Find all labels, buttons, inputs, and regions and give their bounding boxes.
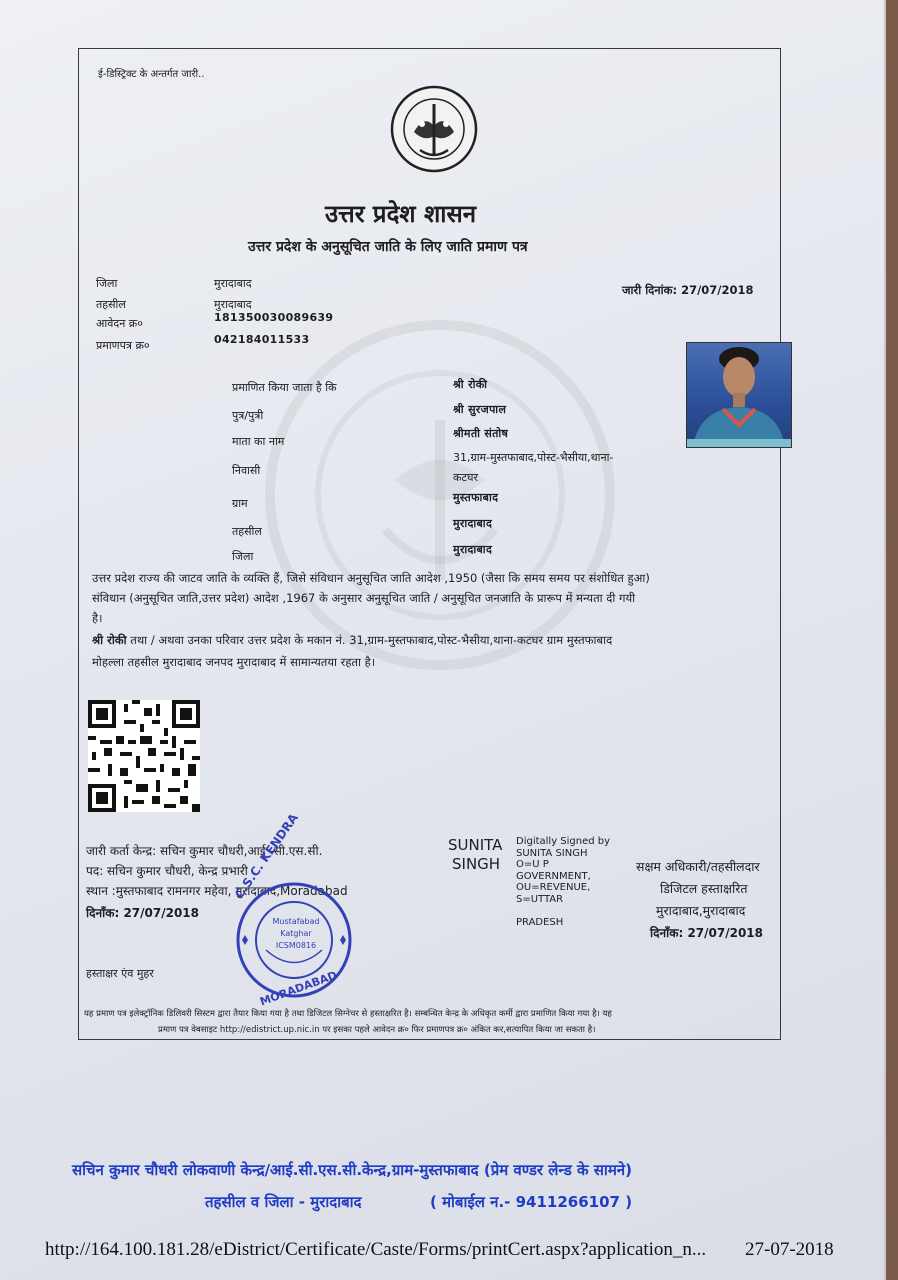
detail-label-resident: निवासी: [232, 464, 261, 477]
detail-label-village: ग्राम: [232, 497, 248, 510]
detail-label-son-daughter: पुत्र/पुत्री: [232, 409, 264, 422]
detail-value-name: श्री रोकी: [453, 378, 488, 391]
detail-value-mother: श्रीमती संतोष: [453, 427, 509, 440]
body-paragraph-line-1: उत्तर प्रदेश राज्य की जाटव जाति के व्यक्ति हैं, जिसे संविधान अनुसूचित जाति आदेश ,1950 (जैसा कि समय समय पर संशोधित हुआ): [92, 571, 650, 585]
stamp-ring-bottom: MORADABAD: [258, 968, 339, 1009]
body-paragraph-line-3: है।: [92, 611, 103, 625]
body-paragraph-2-line-1: [92, 630, 612, 651]
page-title: उत्तर प्रदेश शासन: [325, 200, 477, 228]
print-date: 27-07-2018: [745, 1239, 834, 1260]
qr-code-icon: [88, 700, 200, 812]
signature-seal-label: हस्ताक्षर एंव मुहर: [86, 967, 154, 980]
detail-value-tehsil: मुरादाबाद: [453, 517, 493, 530]
issuer-place: स्थान :मुस्तफाबाद रामनगर महेवा, मुरादाबाद,Moradabad: [86, 884, 348, 898]
stamp-ring-top: C.S.C. KENDRA: [232, 810, 301, 902]
application-label: आवेदन क्र०: [96, 317, 143, 330]
authority-title: सक्षम अधिकारी/तहसीलदार: [636, 859, 760, 874]
issuer-post: पद: सचिन कुमार चौधरी, केन्द्र प्रभारी: [86, 864, 248, 878]
top-note: ई-डिस्ट्रिक्ट के अन्तर्गत जारी..: [98, 69, 205, 80]
detail-label-tehsil: तहसील: [232, 525, 262, 538]
digital-sign-info-line: GOVERNMENT,: [516, 870, 591, 882]
issue-date: जारी दिनांक: 27/07/2018: [622, 283, 754, 297]
detail-value-village: मुस्तफाबाद: [453, 491, 499, 504]
digital-sign-info-line: O=U P: [516, 859, 549, 871]
detail-value-address: 31,ग्राम-मुस्तफाबाद,पोस्ट-भैसीया,थाना-: [453, 451, 614, 464]
digital-sign-info-line: OU=REVENUE,: [516, 882, 591, 894]
up-government-emblem-icon: [384, 84, 484, 174]
authority-date: दिनाँक: 27/07/2018: [650, 926, 764, 940]
digital-sign-info-line: SUNITA SINGH: [516, 847, 588, 859]
authority-place: मुरादाबाद,मुरादाबाद: [656, 903, 746, 918]
detail-label-district: जिला: [232, 550, 254, 563]
applicant-photo: [686, 342, 792, 448]
body-paragraph-2-line-2: मोहल्ला तहसील मुरादाबाद जनपद मुरादाबाद में सामान्यतया रहता है।: [92, 655, 376, 669]
certificate-label: प्रमाणपत्र क्र०: [96, 339, 150, 352]
district-label: जिला: [96, 277, 118, 290]
application-value: 181350030089639: [214, 311, 334, 324]
disclaimer-line-1: यह प्रमाण पत्र इलेक्ट्रॉनिक डिलिवरी सिस्टम द्वारा तैयार किया गया है तथा डिजिटल सिग्नेचर से हस्ताक्षरित है। सम्बन्धित केन्द्र के अधिकृत कर्मी द्वारा प्रमाणित किया गया है। यह: [84, 1009, 612, 1019]
detail-value-district: मुरादाबाद: [453, 543, 493, 556]
detail-value-father: श्री सुरजपाल: [453, 403, 507, 416]
footer-address-line-2a: तहसील व जिला - मुरादाबाद: [205, 1193, 362, 1211]
issuer-center: जारी कर्ता केन्द्र: सचिन कुमार चौधरी,आई -सी.एस.सी.: [86, 844, 323, 858]
watermark-emblem: [265, 320, 615, 670]
body-paragraph-2-text: तथा / अथवा उनका परिवार उत्तर प्रदेश के मकान नं. 31,ग्राम-मुस्तफाबाद,पोस्ट-भैसीया,थाना-कटघर ग्राम मुस्तफाबाद: [126, 633, 613, 647]
body-paragraph-2-name: श्री रोकी: [92, 633, 127, 647]
authority-digital: डिजिटल हस्ताक्षरित: [660, 881, 748, 896]
digital-sign-info-line: S=UTTAR: [516, 893, 564, 905]
digital-sign-info-line: PRADESH: [516, 917, 564, 929]
digital-sign-info: [516, 836, 610, 929]
digital-sign-name-2: SINGH: [452, 855, 501, 873]
detail-label-mother: माता का नाम: [232, 435, 285, 448]
footer-address-line-1: सचिन कुमार चौधरी लोकवाणी केन्द्र/आई.सी.एस.सी.केन्द्र,ग्राम-मुस्तफाबाद (प्रेम वण्डर लेन्ड के सामने): [72, 1161, 632, 1179]
certificate-value: 042184011533: [214, 333, 310, 346]
detail-value-address-cont: कटघर: [453, 471, 478, 484]
issuer-date: दिनाँक: 27/07/2018: [86, 906, 200, 920]
digital-sign-info-line: [516, 906, 610, 918]
stamp-inner-text: Mustafabad Katghar ICSM0816: [272, 917, 320, 950]
tehsil-label: तहसील: [96, 298, 126, 311]
print-url: http://164.100.181.28/eDistrict/Certificate/Caste/Forms/printCert.aspx?application_n...: [45, 1239, 707, 1260]
digital-sign-info-line: Digitally Signed by: [516, 836, 611, 847]
digital-sign-name-1: SUNITA: [448, 836, 503, 854]
district-value: मुरादाबाद: [214, 277, 252, 290]
person-photo-icon: [687, 343, 791, 447]
body-paragraph-line-2: संविधान (अनुसूचित जाति,उत्तर प्रदेश) आदेश ,1967 के अनुसार अनुसूचित जाति / अनुसूचित जनजाति के प्रारूप में मन्यता दी गयी: [92, 591, 636, 605]
disclaimer-line-2: प्रमाण पत्र वेबसाइट http://edistrict.up.nic.in पर इसका पहले आवेदन क्र० फिर प्रमाणपत्र क्र० अंकित कर,सत्यापित किया जा सकता है।: [158, 1025, 596, 1035]
page-subtitle: उत्तर प्रदेश के अनुसूचित जाति के लिए जाति प्रमाण पत्र: [248, 239, 528, 255]
tehsil-value: मुरादाबाद: [214, 298, 252, 311]
detail-label-certified: प्रमाणित किया जाता है कि: [232, 381, 337, 394]
footer-mobile: ( मोबाईल न.- 9411266107 ): [430, 1193, 633, 1211]
